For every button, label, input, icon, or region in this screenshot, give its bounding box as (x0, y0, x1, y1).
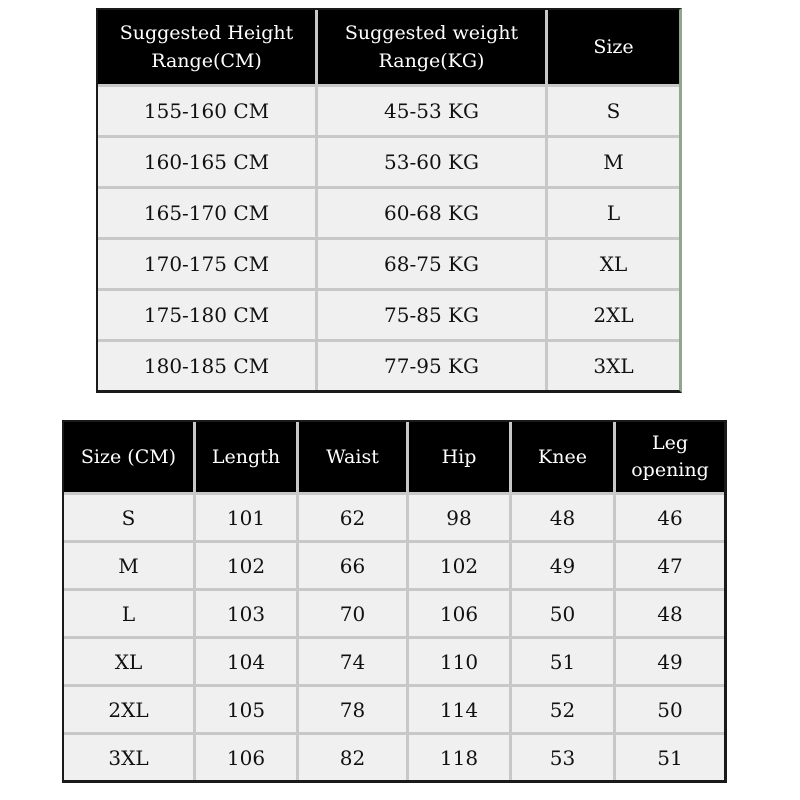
weight-cell: 45-53 KG (318, 87, 548, 138)
header-line: Leg (651, 432, 689, 454)
measurements-table (62, 420, 727, 783)
table-row (98, 189, 679, 240)
header-leg-opening (616, 422, 724, 495)
length-cell: 101 (196, 495, 299, 543)
header-size (548, 10, 679, 87)
knee-cell: 51 (512, 639, 616, 687)
header-knee (512, 422, 616, 495)
waist-cell: 66 (299, 543, 409, 591)
knee-cell: 52 (512, 687, 616, 735)
size-cell: 3XL (548, 342, 679, 390)
header-line: Length (211, 445, 281, 468)
size-cell: 2XL (64, 687, 196, 735)
hip-cell: 110 (409, 639, 512, 687)
size-cell: XL (64, 639, 196, 687)
length-cell: 104 (196, 639, 299, 687)
header-suggested-weight (318, 10, 548, 87)
weight-cell: 75-85 KG (318, 291, 548, 342)
hip-cell: 118 (409, 735, 512, 780)
waist-cell: 78 (299, 687, 409, 735)
size-cell: XL (548, 240, 679, 291)
table-row (64, 735, 724, 780)
waist-cell: 74 (299, 639, 409, 687)
table-row (98, 342, 679, 390)
height-cell: 170-175 CM (98, 240, 318, 291)
knee-cell: 49 (512, 543, 616, 591)
table-row (64, 591, 724, 639)
table-row (98, 240, 679, 291)
header-line: Size (593, 36, 634, 58)
size-cell: S (548, 87, 679, 138)
size-cell: 3XL (64, 735, 196, 780)
height-cell: 165-170 CM (98, 189, 318, 240)
size-guide-table (96, 8, 682, 393)
size-cell: L (64, 591, 196, 639)
leg-opening-cell: 46 (616, 495, 724, 543)
knee-cell: 53 (512, 735, 616, 780)
length-cell: 102 (196, 543, 299, 591)
table-row (64, 543, 724, 591)
weight-cell: 68-75 KG (318, 240, 548, 291)
table-row (98, 87, 679, 138)
table-row (64, 495, 724, 543)
header-line: Waist (326, 445, 379, 468)
header-hip (409, 422, 512, 495)
length-cell: 105 (196, 687, 299, 735)
height-cell: 160-165 CM (98, 138, 318, 189)
header-line: Size (CM) (80, 445, 177, 468)
header-waist (299, 422, 409, 495)
height-cell: 175-180 CM (98, 291, 318, 342)
header-line: Suggested Height (119, 22, 294, 44)
header-line: Range(KG) (378, 50, 485, 72)
hip-cell: 114 (409, 687, 512, 735)
table-row (64, 687, 724, 735)
table-row (98, 291, 679, 342)
leg-opening-cell: 47 (616, 543, 724, 591)
measurements-header-row (64, 422, 724, 495)
size-guide-header-row (98, 10, 679, 87)
knee-cell: 50 (512, 591, 616, 639)
header-length (196, 422, 299, 495)
leg-opening-cell: 50 (616, 687, 724, 735)
header-line: Range(CM) (151, 50, 262, 72)
length-cell: 103 (196, 591, 299, 639)
header-line: Hip (441, 445, 477, 468)
hip-cell: 106 (409, 591, 512, 639)
header-line: Knee (538, 445, 587, 468)
size-cell: S (64, 495, 196, 543)
header-line: opening (631, 459, 709, 481)
height-cell: 155-160 CM (98, 87, 318, 138)
knee-cell: 48 (512, 495, 616, 543)
hip-cell: 98 (409, 495, 512, 543)
leg-opening-cell: 51 (616, 735, 724, 780)
header-size-cm (64, 422, 196, 495)
size-cell: 2XL (548, 291, 679, 342)
size-cell: M (64, 543, 196, 591)
header-suggested-height (98, 10, 318, 87)
weight-cell: 77-95 KG (318, 342, 548, 390)
height-cell: 180-185 CM (98, 342, 318, 390)
table-row (98, 138, 679, 189)
waist-cell: 82 (299, 735, 409, 780)
waist-cell: 62 (299, 495, 409, 543)
leg-opening-cell: 48 (616, 591, 724, 639)
weight-cell: 60-68 KG (318, 189, 548, 240)
table-row (64, 639, 724, 687)
waist-cell: 70 (299, 591, 409, 639)
weight-cell: 53-60 KG (318, 138, 548, 189)
leg-opening-cell: 49 (616, 639, 724, 687)
size-cell: M (548, 138, 679, 189)
header-line: Suggested weight (344, 22, 519, 44)
length-cell: 106 (196, 735, 299, 780)
size-cell: L (548, 189, 679, 240)
hip-cell: 102 (409, 543, 512, 591)
